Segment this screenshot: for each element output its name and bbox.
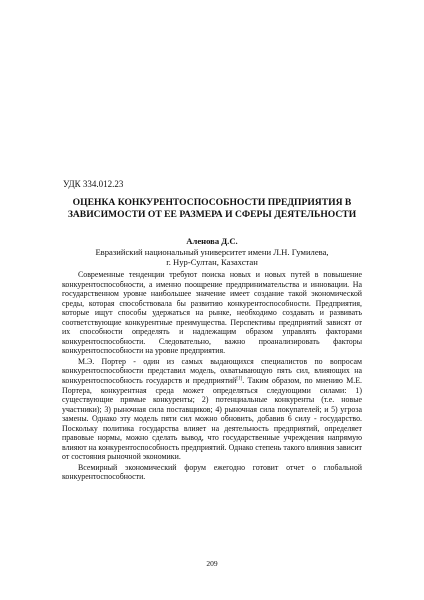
author-block (60, 236, 364, 268)
paragraph-2-text-b: . Таким образом, по мнению М.Е. Портера, конкурентная среда может определяться следующими силами: 1) существующие прямые конкуренты; 2) потенциальные конкуренты (т.е. новые участники); 3) рыночная сила поставщиков; 4) рыночная сила покупателей; и 5) угроза замены. Однако эту модель пяти сил можно обновить, добавив 6 силу - государство. Поскольку политика государства влияет на деятельность предприятий, определяет правовые нормы, можно сделать вывод, что государственные учреждения напрямую влияют на конкурентоспособность предприятий. Однако степень такого влияния зависит от состояния рыночной экономики. (62, 376, 363, 462)
paragraph-2 (62, 357, 362, 462)
paragraph-3: Всемирный экономический форум ежегодно готовит отчет о глобальной конкурентоспособности. (62, 462, 362, 482)
article-title-line-1: ОЦЕНКА КОНКУРЕНТОСПОСОБНОСТИ ПРЕДПРИЯТИЯ В (72, 197, 352, 208)
author-affiliation: Евразийский национальный университет имени Л.Н. Гумилева, (95, 246, 329, 257)
article-title (48, 197, 376, 221)
paragraph-2-text-a: М.Э. Портер - один из самых выдающихся специалистов по вопросам конкурентоспособности представил модель, охватывающую пять сил, влияющих на конкурентоспособность государств и предприятий (62, 356, 362, 386)
author-name: Аленова Д.С. (186, 236, 238, 246)
page-number: 209 (206, 559, 218, 568)
article-body (62, 270, 362, 483)
citation-ref: [1] (236, 376, 243, 382)
paragraph-1: Современные тенденции требуют поиска новых и новых путей в повышение конкурентоспособности, а именно поощрение предпринимательства и инновации. На государственном уровне наибольшее значение имеет создание такой экономической среды, которая способствовала бы развитию конкурентоспособности. Предприятия, которые ищут способы удержаться на рынке, необходимо создавать и развивать соответствующие конкурентные преимущества. Перспективы предприятий зависят от их способности определять и надлежащим образом управлять факторами конкурентоспособности. Следовательно, важно проанализировать факторы конкурентоспособности на уровне предприятия. (62, 270, 362, 356)
author-city: г. Нур-Султан, Казахстан (166, 257, 258, 267)
article-title-line-2: ЗАВИСИМОСТИ ОТ ЕЕ РАЗМЕРА И СФЕРЫ ДЕЯТЕЛЬНОСТИ (67, 209, 357, 220)
udk-code: УДК 334.012.23 (63, 179, 124, 189)
